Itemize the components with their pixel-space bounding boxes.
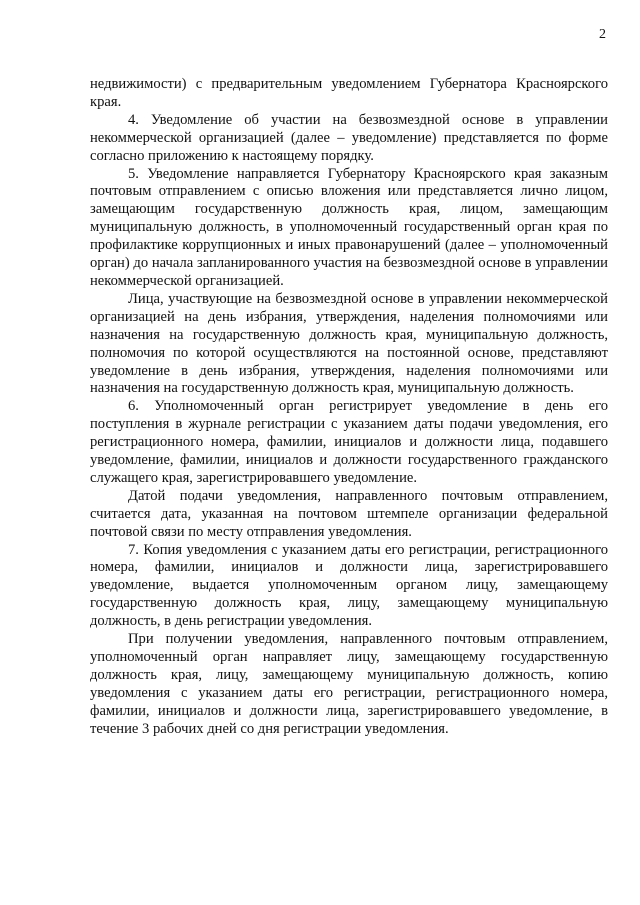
paragraph-item-4: 4. Уведомление об участии на безвозмездной основе в управлении некоммерческой организацией (далее – уведомление) представляется по форме согласно приложению к настоящему порядку. <box>90 111 608 164</box>
paragraph-item-7: 7. Копия уведомления с указанием даты его регистрации, регистрационного номера, фамилии, инициалов и должности лица, зарегистрировавшего уведомление, выдается уполномоченным органом лицу, замещающему государственную должность края, лицу, замещающему муниципальную должность, в день регистрации уведомления. <box>90 541 608 630</box>
paragraph: Лица, участвующие на безвозмездной основе в управлении некоммерческой организацией на день избрания, утверждения, наделения полномочиями или назначения на государственную должность края, муниципальную должность, полномочия по которой осуществляются на постоянной основе, представляют уведомление в день избрания, утверждения, наделения полномочиями или назначения на государственную должность края, муниципальную должность. <box>90 290 608 397</box>
paragraph: недвижимости) с предварительным уведомлением Губернатора Красноярского края. <box>90 76 608 110</box>
document-body <box>90 76 608 739</box>
paragraph: Датой подачи уведомления, направленного почтовым отправлением, считается дата, указанная на почтовом штемпеле организации федеральной почтовой связи по месту отправления уведомления. <box>90 487 608 540</box>
paragraph-item-6: 6. Уполномоченный орган регистрирует уведомление в день его поступления в журнале регистрации с указанием даты подачи уведомления, его регистрационного номера, фамилии, инициалов и должности лица, подавшего уведомление, фамилии, инициалов и должности государственного гражданского служащего края, зарегистрировавшего уведомление. <box>90 398 608 486</box>
page-number: 2 <box>599 27 606 42</box>
paragraph: При получении уведомления, направленного почтовым отправлением, уполномоченный орган направляет лицу, замещающему государственную должность края, лицу, замещающему муниципальную должность, копию уведомления с указанием даты его регистрации, регистрационного номера, фамилии, инициалов и должности лица, зарегистрировавшего уведомление, в течение 3 рабочих дней со дня регистрации уведомления. <box>90 631 608 737</box>
paragraph-item-5: 5. Уведомление направляется Губернатору Красноярского края заказным почтовым отправлением с описью вложения или представляется лично лицом, замещающим государственную должность края, лицом, замещающим муниципальную должность, в уполномоченный государственный орган края по профилактике коррупционных и иных правонарушений (далее – уполномоченный орган) до начала запланированного участия на безвозмездной основе в управлении некоммерческой организацией. <box>90 165 608 289</box>
